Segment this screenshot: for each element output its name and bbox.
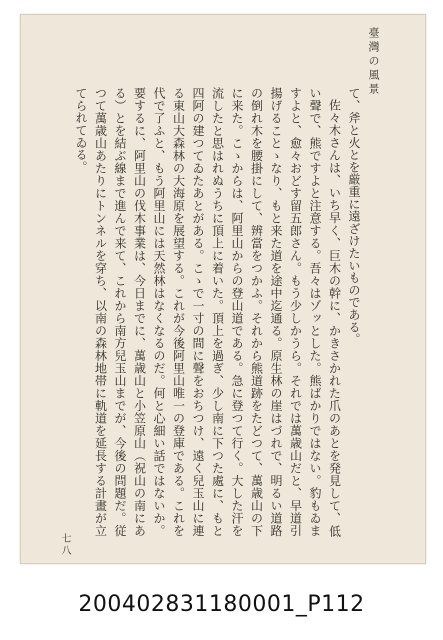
book-page <box>20 14 426 564</box>
running-head: 臺灣の風景 <box>367 27 380 97</box>
paragraph: 佐々木さんは、いち早く、巨木の幹に、かきさかれた爪のあとを発見して、低い聲で、熊ですよと注意する。吾々はゾッとした。熊ばかりではない。豹もゐますよと、愈々おどす留五郎さん。もう少しかうら。それでは萬歳山だと、早道引揚げることゝなり、もと来た道を途中迄通る。原生林の崖はづれで、明るい道路の倒れ木を腰掛にして、辨當をつかふ。それから熊道跡をたどつて、萬歳山の下に来た。こゝからは、阿里山からの登山道である。急に登つて行く。大した汗を流したと思はれぬうちに頂上に着いた。頂上を過ぎ、少し南に下つた處に、もと四阿の建つてゐたあとがある。こゝで一寸の間に聲をおちつけ、遠く兒玉山に連る東山大森林の大海原を展望する。これが今後阿里山唯一の登庫である。これを代で了ふと、もう阿里山には天然林はなくなるのだ。何と心細い話ではないか。要するに、阿里山の伐木事業は、今日までに、萬歳山と小笠原山（祝山の南にある）とを結ぶ線まで進んで来て、これから南方兒玉山までが、今後の問題だ。従つて萬歳山あたりにトンネルを穿ち、以南の森林地帯に軌道を延長する計畫が立てられてゐる。 <box>74 87 342 537</box>
page-number: 七八 <box>59 533 70 557</box>
image-id-caption: 200402831180001_P112 <box>78 592 365 617</box>
body-text <box>63 87 363 537</box>
paragraph: て、斧と火とを厳重に遠ざけたいものである。 <box>347 87 361 346</box>
